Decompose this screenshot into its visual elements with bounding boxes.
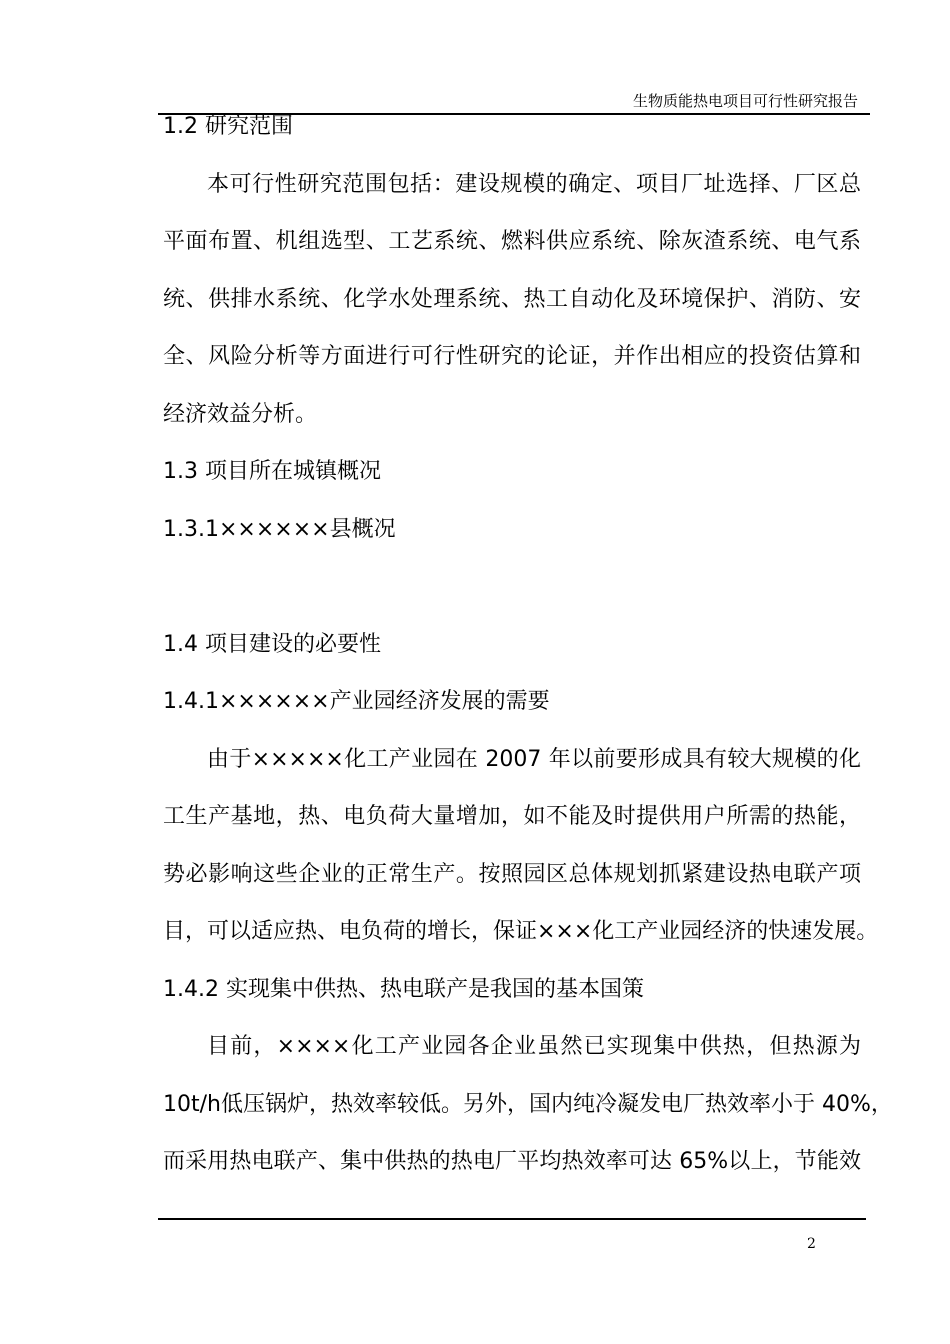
paragraph-line: 由于×××××化工产业园在 2007 年以前要形成具有较大规模的化 [207, 746, 861, 772]
running-header-title: 生物质能热电项目可行性研究报告 [632, 92, 858, 110]
paragraph-line: 全、风险分析等方面进行可行性研究的论证，并作出相应的投资估算和 [163, 344, 861, 369]
subsection-heading-1-3-1: 1.3.1××××××县概况 [163, 516, 396, 542]
subsection-heading-1-4-1: 1.4.1××××××产业园经济发展的需要 [163, 689, 550, 714]
paragraph-line: 势必影响这些企业的正常生产。按照园区总体规划抓紧建设热电联产项 [163, 861, 861, 887]
subsection-heading-1-4-2: 1.4.2 实现集中供热、热电联产是我国的基本国策 [163, 976, 644, 1002]
paragraph-line: 而采用热电联产、集中供热的热电厂平均热效率可达 65%以上，节能效 [163, 1149, 861, 1174]
paragraph-line: 10t/h低压锅炉，热效率较低。另外，国内纯冷凝发电厂热效率小于 40%， [163, 1091, 893, 1117]
page-number: 2 [807, 1236, 816, 1252]
paragraph-line: 经济效益分析。 [163, 401, 318, 427]
section-heading-1-2: 1.2 研究范围 [163, 114, 293, 139]
section-heading-1-3: 1.3 项目所在城镇概况 [163, 459, 381, 484]
paragraph-line: 本可行性研究范围包括：建设规模的确定、项目厂址选择、厂区总 [207, 171, 861, 197]
paragraph-line: 统、供排水系统、化学水处理系统、热工自动化及环境保护、消防、安 [163, 286, 861, 312]
footer-rule [158, 1218, 866, 1220]
paragraph-line: 工生产基地，热、电负荷大量增加，如不能及时提供用户所需的热能， [163, 804, 861, 829]
paragraph-line: 目，可以适应热、电负荷的增长，保证×××化工产业园经济的快速发展。 [163, 919, 879, 944]
paragraph-line: 目前，××××化工产业园各企业虽然已实现集中供热，但热源为 [207, 1034, 861, 1059]
paragraph-line: 平面布置、机组选型、工艺系统、燃料供应系统、除灰渣系统、电气系 [163, 229, 861, 254]
document-body [163, 98, 893, 1191]
section-heading-1-4: 1.4 项目建设的必要性 [163, 631, 381, 657]
blank-line [163, 558, 861, 616]
